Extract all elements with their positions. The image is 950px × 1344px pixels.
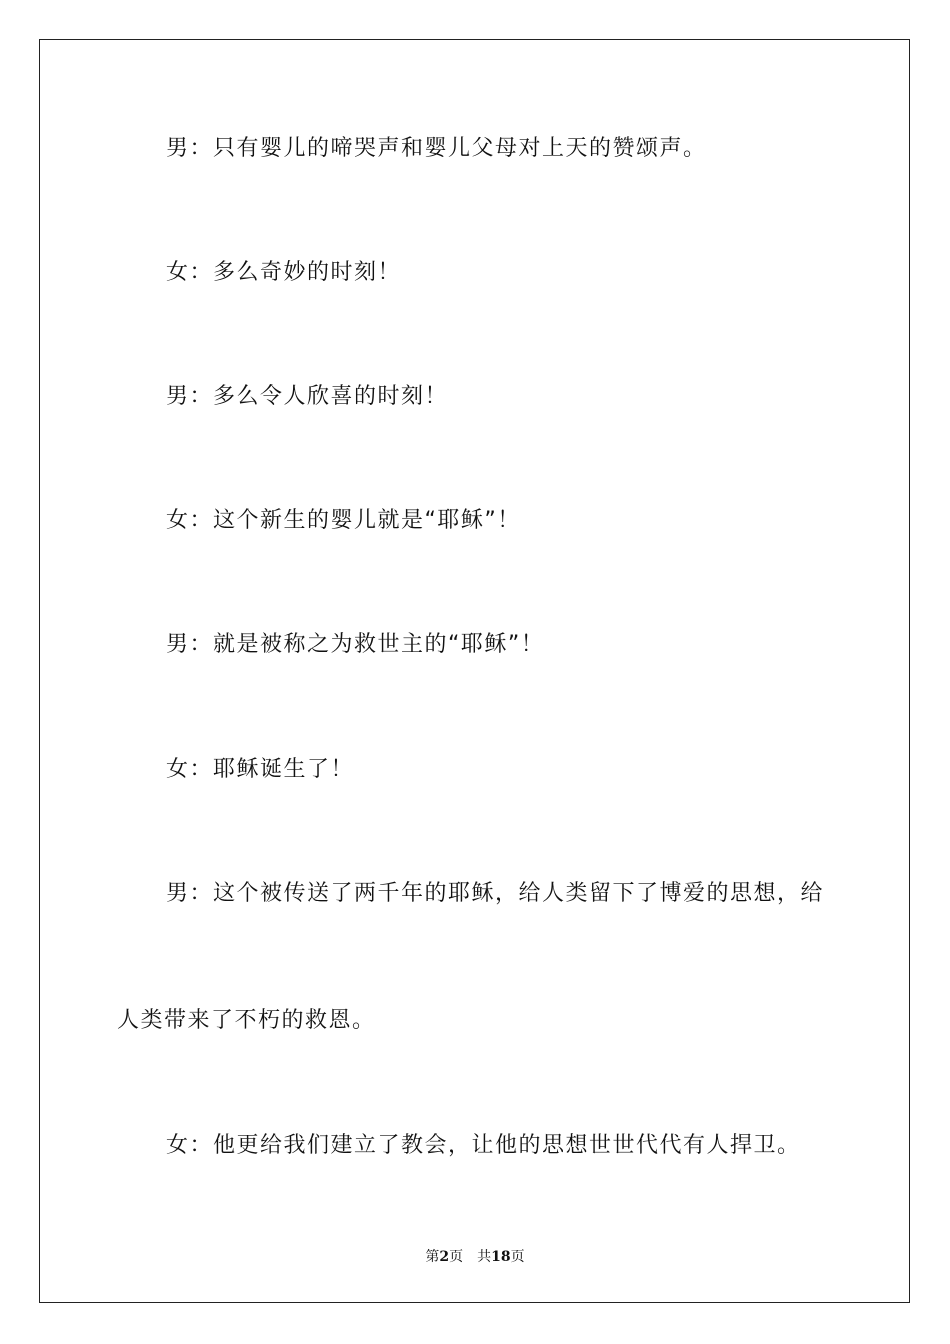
page-number: 2 [439, 1249, 450, 1265]
page-footer [0, 1247, 950, 1267]
total-pages: 18 [491, 1249, 511, 1265]
dialogue-line: 女：他更给我们建立了教会，让他的思想世世代代有人捍卫。 [166, 1133, 801, 1158]
page-suffix: 页 [449, 1249, 464, 1265]
dialogue-line: 男：只有婴儿的啼哭声和婴儿父母对上天的赞颂声。 [166, 136, 707, 161]
page-frame [39, 39, 910, 1303]
total-prefix: 共 [477, 1249, 492, 1265]
dialogue-line: 男：就是被称之为救世主的“耶稣”！ [166, 632, 545, 657]
dialogue-line: 女：耶稣诞生了！ [166, 757, 355, 782]
dialogue-line-continuation: 人类带来了不朽的救恩。 [117, 1008, 376, 1033]
page-prefix: 第 [425, 1249, 440, 1265]
dialogue-line: 男：这个被传送了两千年的耶稣，给人类留下了博爱的思想，给 [166, 881, 825, 906]
total-suffix: 页 [510, 1249, 525, 1265]
dialogue-line: 女：多么奇妙的时刻！ [166, 260, 402, 285]
dialogue-line: 女：这个新生的婴儿就是“耶稣”！ [166, 508, 521, 533]
dialogue-line: 男：多么令人欣喜的时刻！ [166, 384, 449, 409]
